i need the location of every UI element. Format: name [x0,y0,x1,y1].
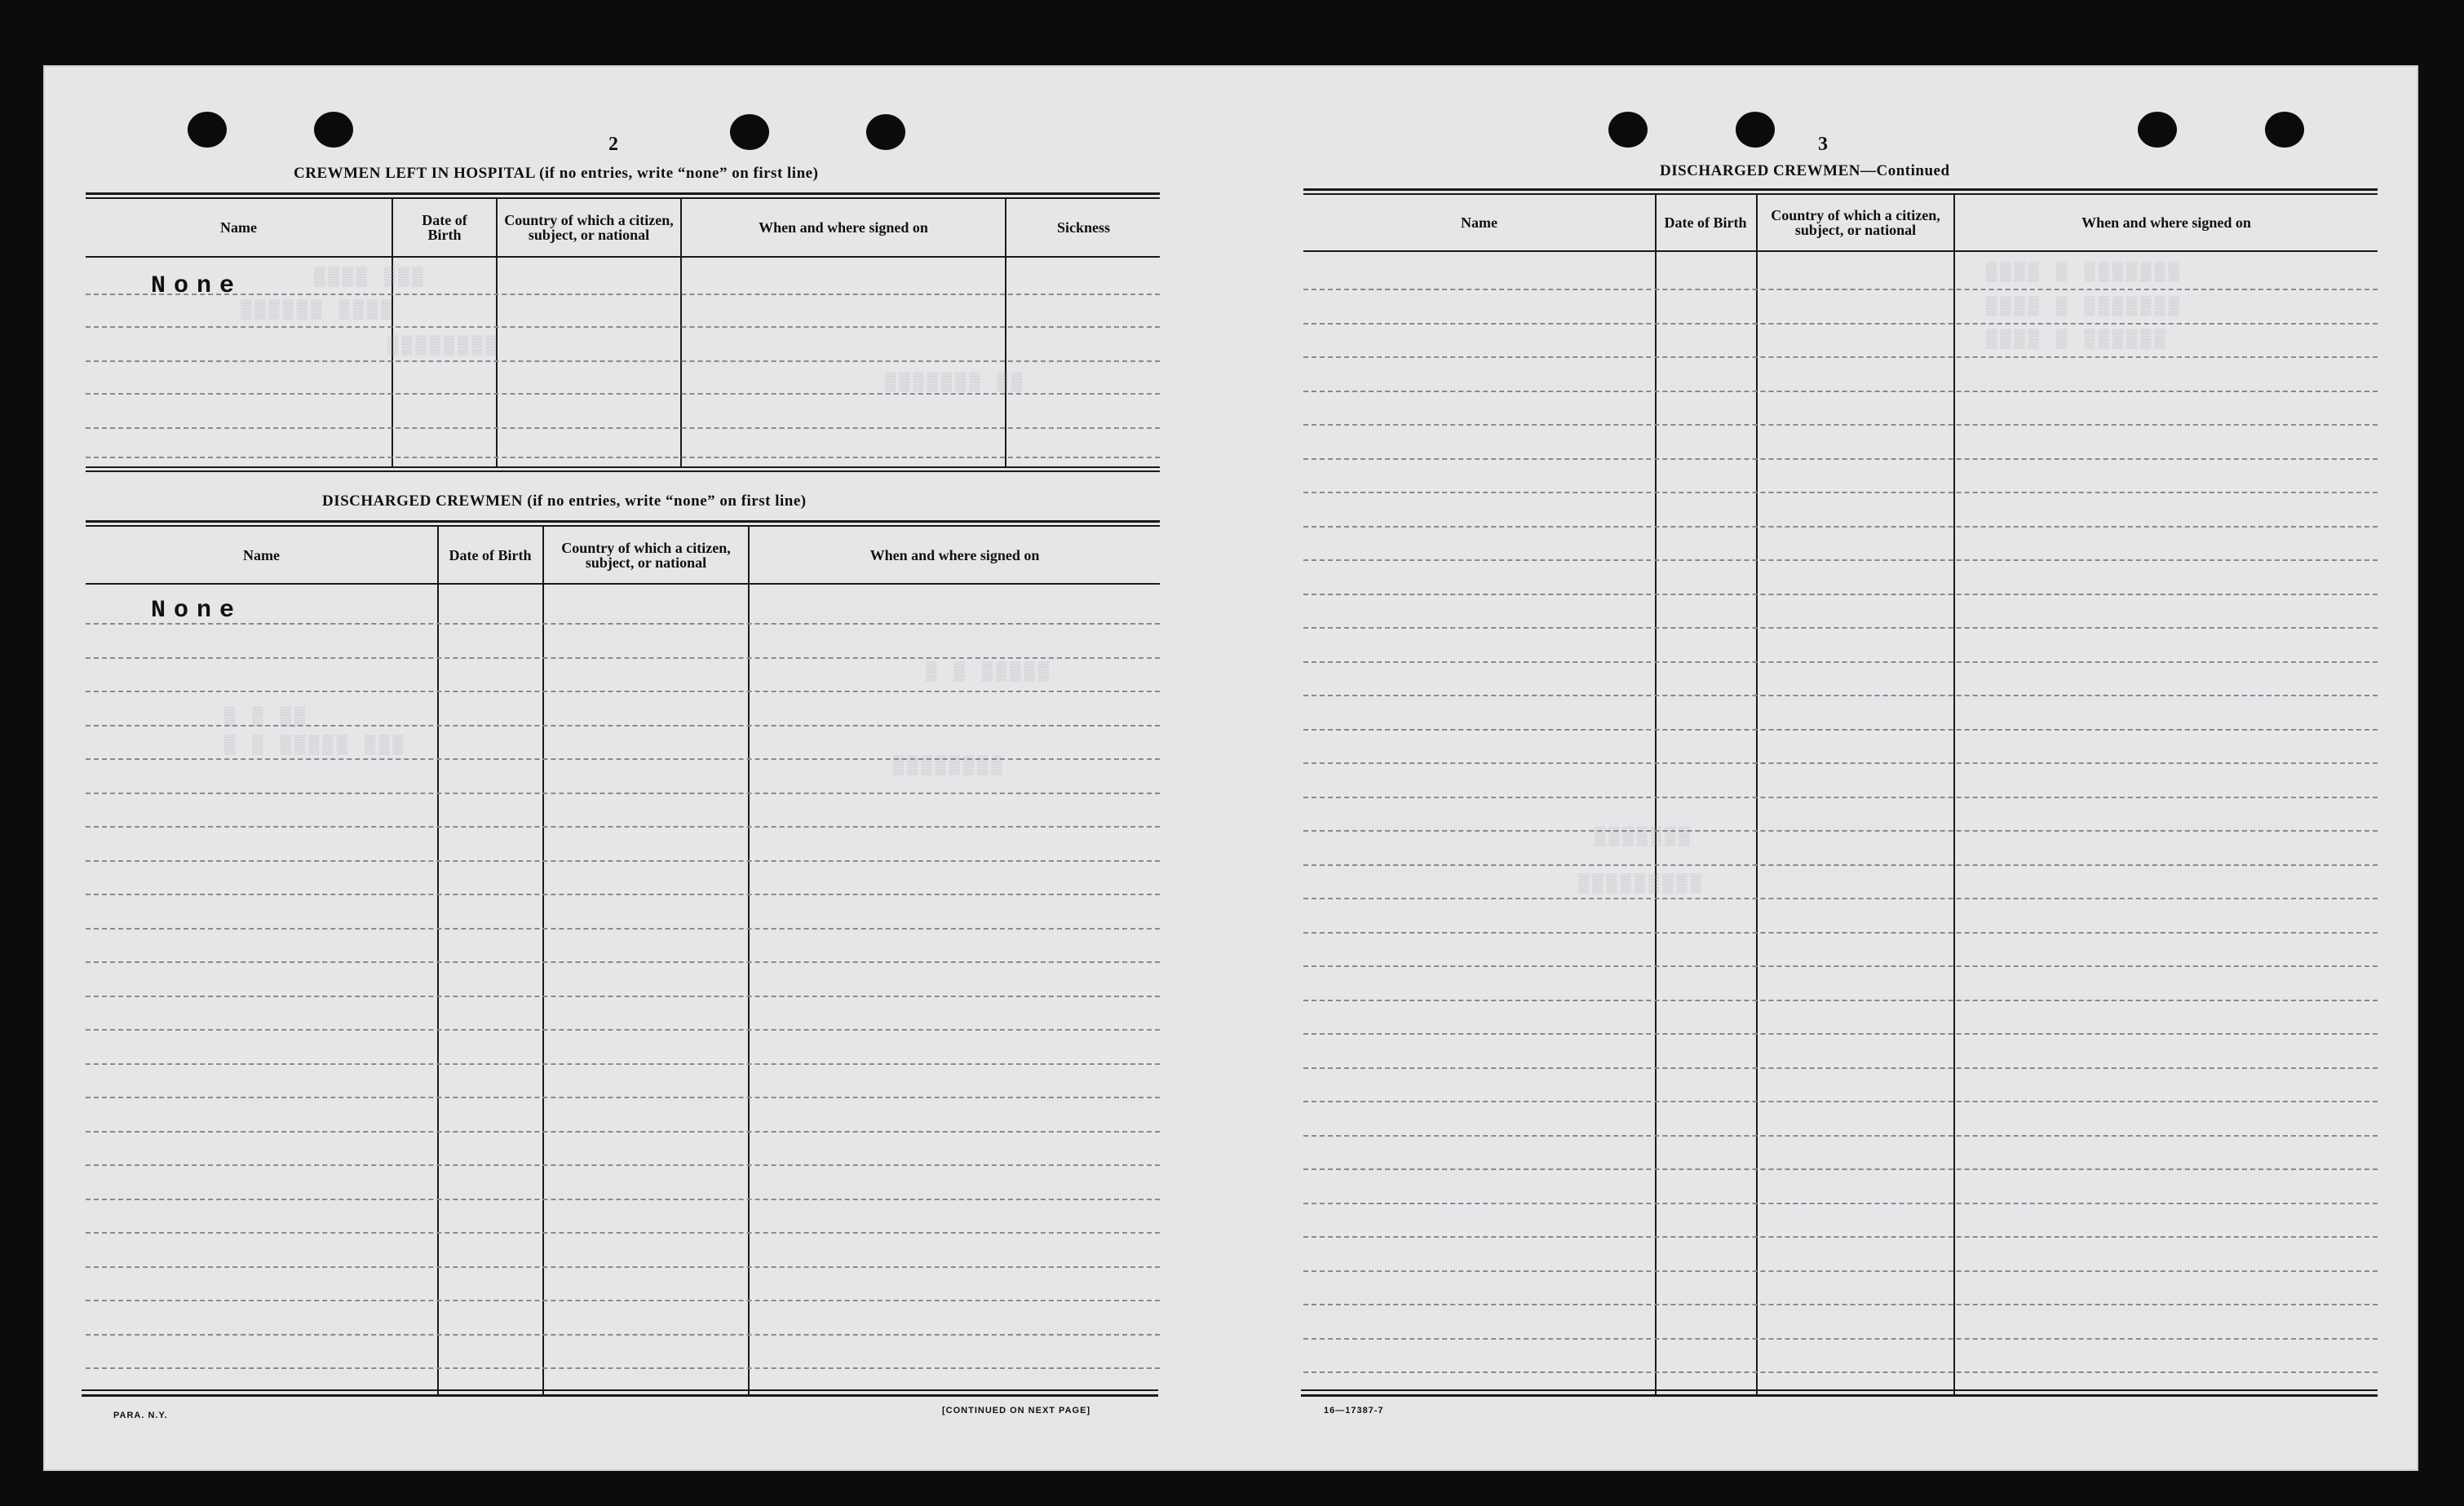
bleed-through-text: ▒▒▒▒ ▒ ▒▒▒▒▒▒▒ [1986,263,2183,283]
entry-line [1303,898,2378,899]
entry-line [86,691,1160,692]
punch-hole [866,114,905,150]
entry-line [1303,762,2378,764]
hospital-entry-none: None [151,272,243,300]
entry-line [1303,830,2378,832]
entry-line [1303,391,2378,392]
table-rule [82,1389,1158,1391]
table-rule [1301,1389,2378,1391]
entry-line [1303,1168,2378,1170]
punch-hole [1608,112,1648,148]
bleed-through-text: ▒▒▒▒▒▒▒▒ [893,756,1006,776]
entry-line [86,928,1160,930]
entry-line [86,1266,1160,1268]
entry-line [1303,458,2378,460]
entry-line [86,1131,1160,1133]
entry-line [1303,1033,2378,1035]
printer-mark: PARA. N.Y. [113,1411,168,1420]
entry-line [86,657,1160,659]
column-header-name: Name [1461,214,1497,231]
punch-hole [730,114,769,150]
entry-line [1303,492,2378,493]
entry-line [86,294,1160,295]
form-code: 16—17387-7 [1324,1406,1384,1415]
entry-line [1303,661,2378,663]
table-rule [1303,188,2378,191]
column-header-sickness: Sickness [1056,219,1111,236]
bleed-through-text: ▒▒▒▒ ▒▒▒ [314,267,427,288]
table-rule [86,470,1160,472]
entry-line [1303,1270,2378,1272]
column-header-signed-on: When and where signed on [869,546,1040,563]
entry-line [86,996,1160,997]
discharged-entry-none: None [151,597,243,625]
bleed-through-text: ▒▒▒▒▒▒▒ [1595,827,1693,847]
table-rule [86,520,1160,523]
entry-line [1303,356,2378,358]
entry-line [86,1164,1160,1166]
column-header-country: Country of which a citizen, subject, or national [504,212,674,243]
column-divider [437,525,439,1394]
entry-line [1303,627,2378,629]
bleed-through-text: ▒▒▒▒ ▒ ▒▒▒▒▒▒ [1986,329,2169,350]
entry-line [1303,1236,2378,1238]
entry-line [86,623,1160,625]
column-divider [542,525,544,1394]
entry-line [1303,1371,2378,1373]
page-number: 2 [608,134,618,155]
entry-line [86,1232,1160,1234]
entry-line [86,1097,1160,1098]
hospital-section-title [294,165,818,183]
column-header-date-of-birth: Date of Birth [449,546,532,563]
page-number: 3 [1818,134,1828,155]
entry-line [1303,932,2378,934]
bleed-through-text: ▒ ▒ ▒▒▒▒▒ [926,662,1052,682]
column-header-country: Country of which a citizen, subject, or national [1771,207,1940,238]
entry-line [1303,289,2378,290]
entry-line [86,393,1160,395]
entry-line [86,1029,1160,1031]
entry-line [1303,864,2378,866]
punch-hole [188,112,227,148]
entry-line [86,1334,1160,1336]
hospital-title-instruction: (if no entries, write “none” on first line) [539,165,819,182]
entry-line [1303,695,2378,696]
hospital-title-text: CREWMEN LEFT IN HOSPITAL [294,165,535,182]
entry-line [86,1063,1160,1065]
entry-line [1303,965,2378,967]
continued-note: [CONTINUED ON NEXT PAGE] [942,1406,1091,1415]
entry-line [86,826,1160,828]
table-rule [1303,250,2378,252]
entry-line [86,961,1160,963]
entry-line [1303,594,2378,595]
discharged-title-text: DISCHARGED CREWMEN [322,492,523,510]
document-page [45,67,2417,1469]
continued-title-suffix: —Continued [1860,162,1950,179]
bleed-through-text: ▒ ▒ ▒▒ [224,707,309,727]
column-divider [1655,193,1657,1394]
entry-line [1303,424,2378,426]
entry-line [1303,1000,2378,1001]
entry-line [1303,1135,2378,1137]
entry-line [86,1199,1160,1200]
punch-hole [2138,112,2177,148]
punch-hole [1736,112,1775,148]
table-rule [1301,1394,2378,1397]
discharged-title-instruction: (if no entries, write “none” on first line) [527,492,807,510]
discharged-section-title [322,492,807,510]
table-rule [86,256,1160,258]
entry-line [86,457,1160,458]
discharged-continued-title [1660,162,1950,180]
column-header-name: Name [243,546,280,563]
entry-line [86,427,1160,429]
column-header-signed-on: When and where signed on [759,219,928,236]
entry-line [1303,1338,2378,1340]
punch-hole [314,112,353,148]
entry-line [1303,1304,2378,1305]
entry-line [86,326,1160,328]
column-header-signed-on: When and where signed on [2081,214,2251,231]
entry-line [1303,1067,2378,1069]
entry-line [86,894,1160,895]
entry-line [1303,526,2378,528]
bleed-through-text: ▒▒▒▒▒▒▒ ▒▒ [885,373,1026,393]
entry-line [1303,1101,2378,1102]
column-divider [1756,193,1758,1394]
bleed-through-text: ▒▒▒▒ ▒ ▒▒▒▒▒▒▒ [1986,297,2183,317]
entry-line [86,360,1160,362]
bleed-through-text: ▒▒▒▒▒▒ ▒▒▒▒ [241,300,396,320]
table-rule [86,583,1160,585]
entry-line [1303,323,2378,325]
table-rule [82,1394,1158,1397]
continued-title-text: DISCHARGED CREWMEN [1660,162,1860,179]
column-header-date-of-birth: Date of Birth [1664,214,1747,231]
bleed-through-text: ▒▒▒▒▒▒▒▒ [387,336,500,356]
entry-line [1303,559,2378,561]
entry-line [86,1367,1160,1369]
bleed-through-text: ▒▒▒▒▒▒▒▒▒ [1578,874,1705,894]
entry-line [1303,797,2378,798]
entry-line [1303,729,2378,731]
column-header-country: Country of which a citizen, subject, or national [561,539,731,571]
entry-line [86,1300,1160,1301]
entry-line [86,860,1160,862]
column-header-name: Name [220,219,257,236]
table-rule [86,192,1160,195]
column-divider [1953,193,1955,1394]
bleed-through-text: ▒ ▒ ▒▒▒▒▒ ▒▒▒ [224,735,407,756]
column-divider [748,525,750,1394]
table-rule [86,466,1160,468]
entry-line [86,793,1160,794]
entry-line [1303,1203,2378,1204]
punch-hole [2265,112,2304,148]
column-header-date-of-birth: Date of Birth [422,212,467,243]
